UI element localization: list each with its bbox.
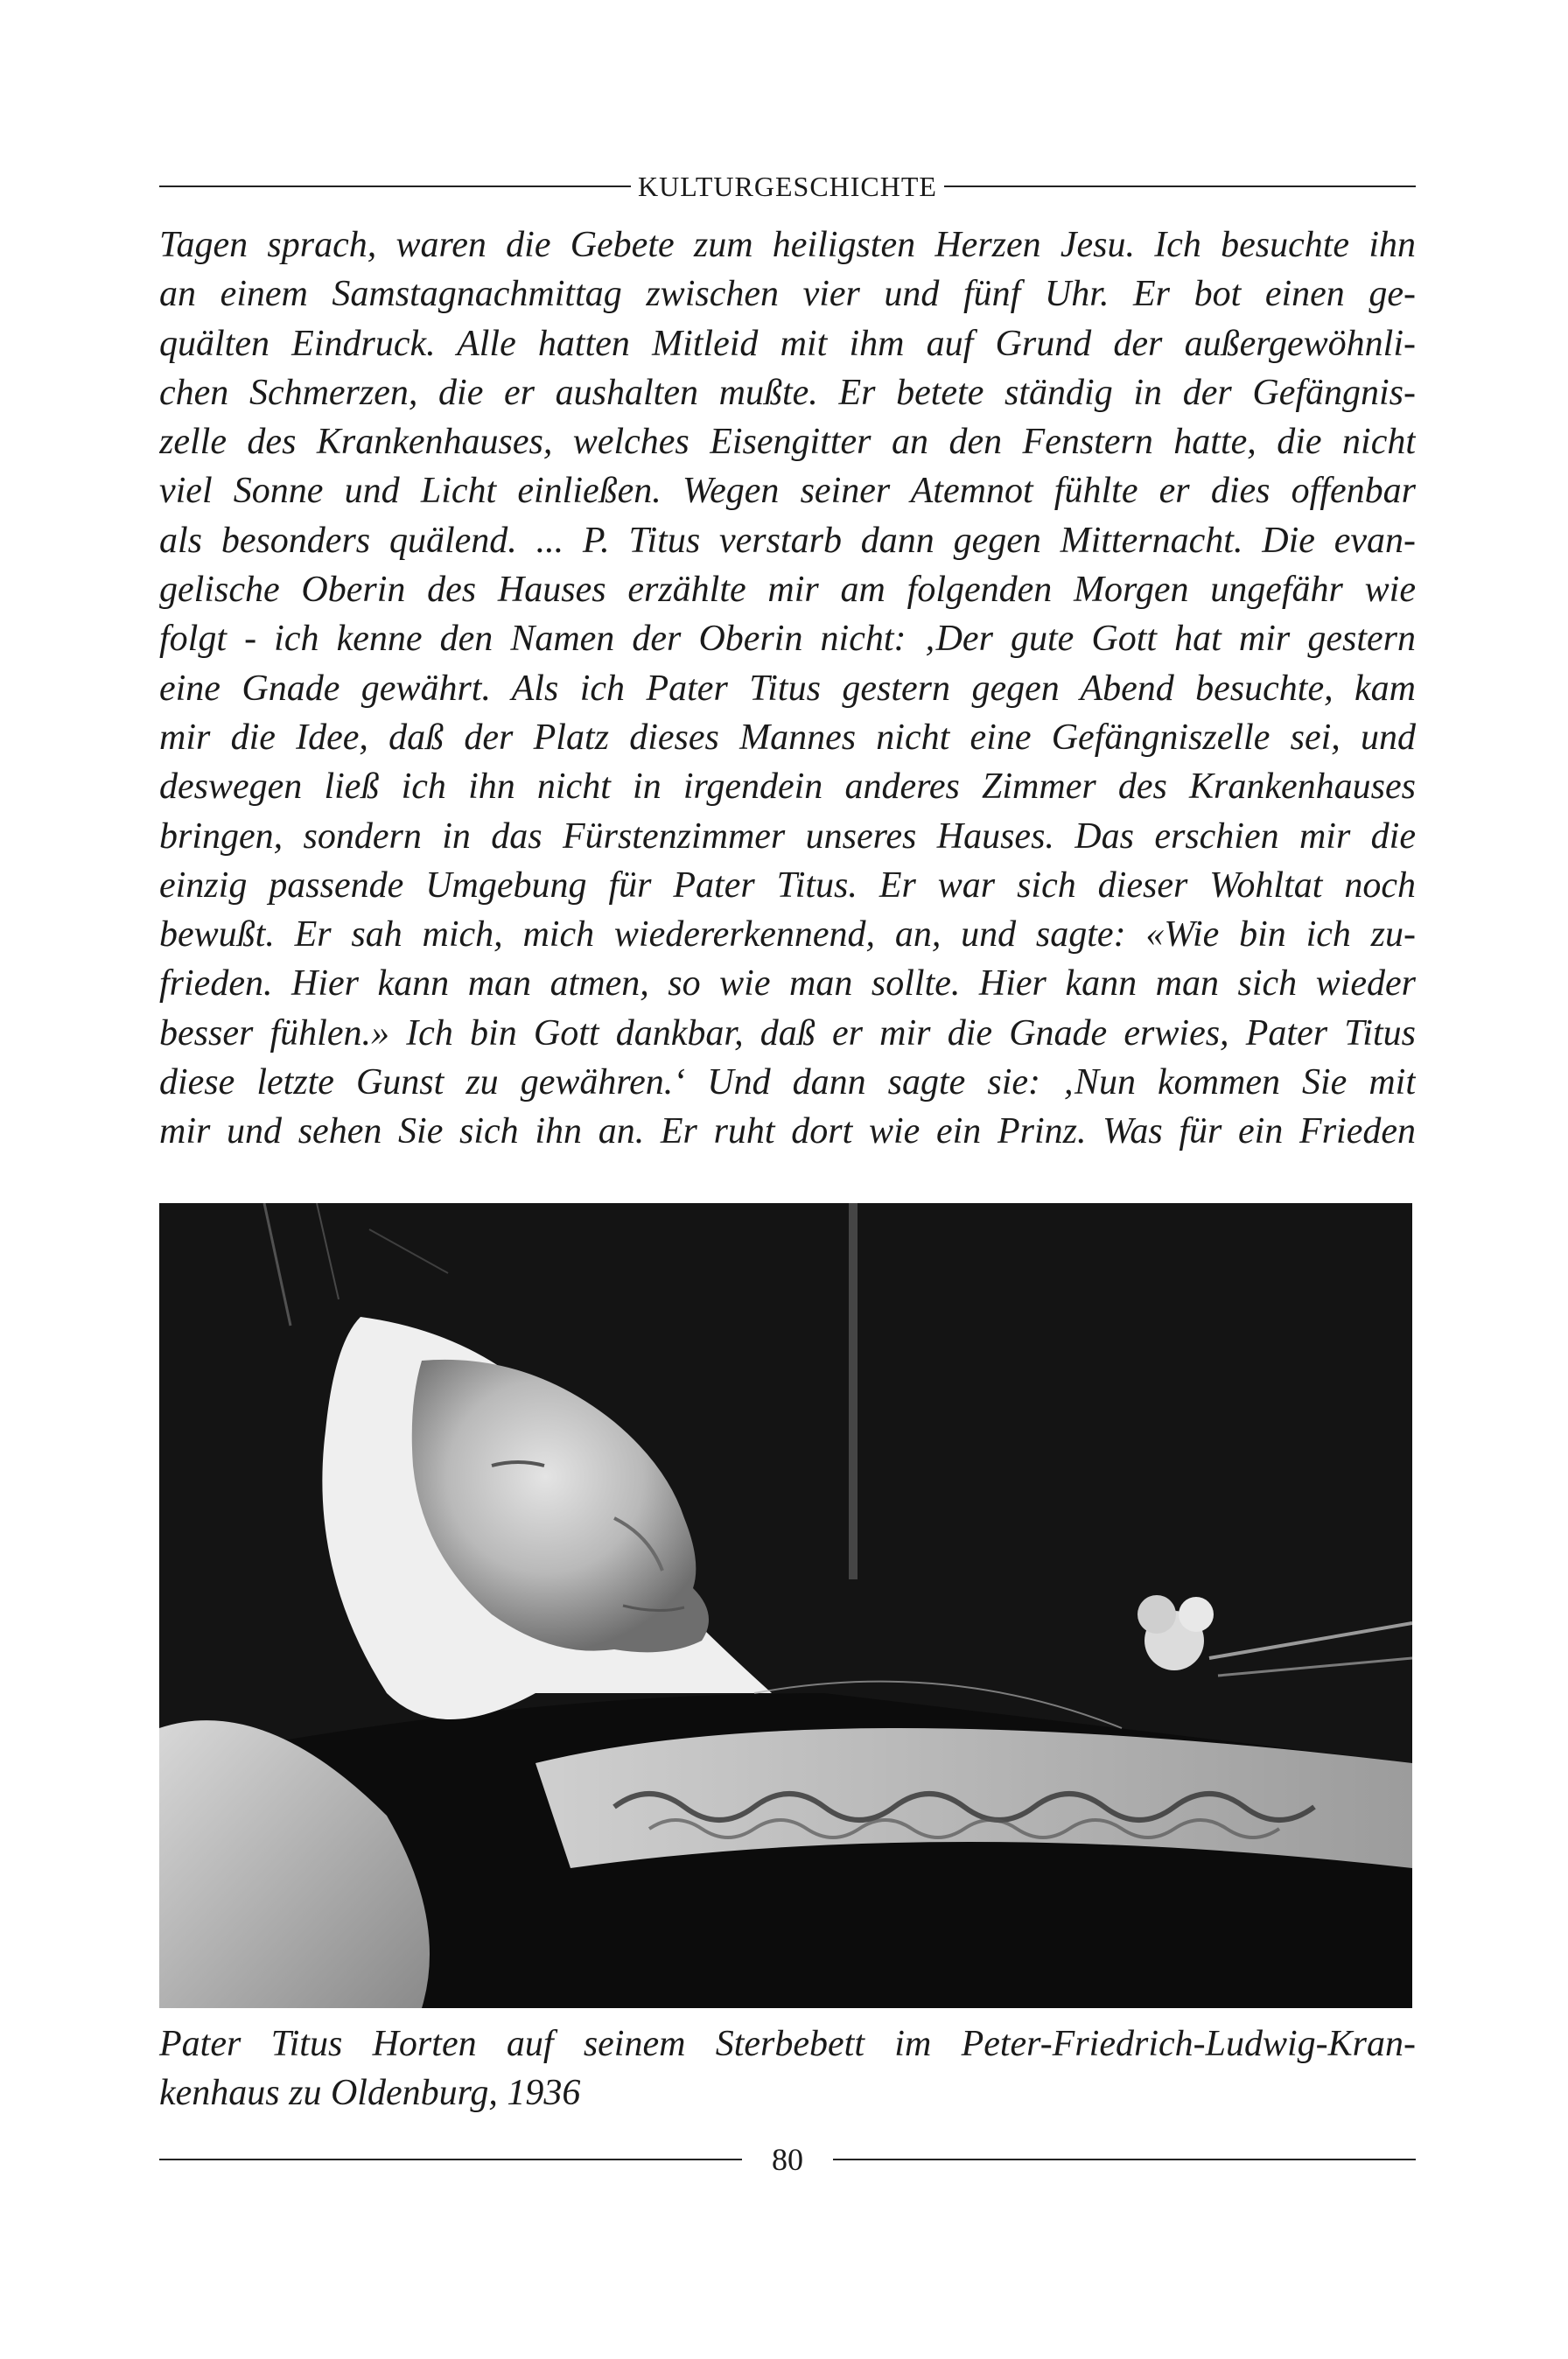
deathbed-photograph [159,1203,1412,2008]
header-rule-right [944,186,1416,187]
body-line: gelische Oberin des Hauses erzählte mir am folgenden Morgen ungefähr wie [159,570,1416,611]
body-line: bringen, sondern in das Fürstenzimmer unseres Hauses. Das erschien mir die [159,816,1416,857]
running-title: KULTURGESCHICHTE [638,170,937,202]
figure-caption [159,2020,1416,2118]
footer-rule-right [833,2159,1416,2160]
caption-line: Pater Titus Horten auf seinem Sterbebett im Peter-Friedrich-Ludwig-Kran- [159,2024,1416,2064]
body-line: einzig passende Umgebung für Pater Titus. Er war sich dieser Wohltat noch [159,864,1416,906]
header-rule-left [159,186,631,187]
body-line: diese letzte Gunst zu gewähren.‘ Und dann sagte sie: ‚Nun kommen Sie mit [159,1062,1416,1103]
body-line: mir die Idee, daß der Platz dieses Mannes nicht eine Gefängniszelle sei, und [159,717,1416,758]
body-line: folgt - ich kenne den Namen der Oberin nicht: ‚Der gute Gott hat mir gestern [159,619,1416,660]
body-line: bewußt. Er sah mich, mich wiedererkennend, an, und sagte: «Wie bin ich zu- [159,914,1416,956]
body-line: viel Sonne und Licht einließen. Wegen seiner Atemnot fühlte er dies offenbar [159,471,1416,512]
body-line: Tagen sprach, waren die Gebete zum heiligsten Herzen Jesu. Ich besuchte ihn [159,225,1416,265]
caption-line: kenhaus zu Oldenburg, 1936 [159,2073,581,2113]
page-number: 80 [772,2142,803,2177]
body-line: eine Gnade gewährt. Als ich Pater Titus gestern gegen Abend besuchte, kam [159,668,1416,709]
body-text [159,220,1416,1157]
page-footer [159,2135,1416,2184]
body-line: zelle des Krankenhauses, welches Eisengitter an den Fenstern hatte, die nicht [159,422,1416,463]
body-line: chen Schmerzen, die er aushalten mußte. Er betete ständig in der Gefängnis- [159,372,1416,413]
body-line: an einem Samstagnachmittag zwischen vier und fünf Uhr. Er bot einen ge- [159,274,1416,315]
body-line: als besonders quälend. ... P. Titus verstarb dann gegen Mitternacht. Die evan- [159,520,1416,561]
body-line: deswegen ließ ich ihn nicht in irgendein anderes Zimmer des Krankenhauses [159,766,1416,808]
body-line: mir und sehen Sie sich ihn an. Er ruht dort wie ein Prinz. Was für ein Frieden [159,1111,1416,1152]
body-line: quälten Eindruck. Alle hatten Mitleid mit ihm auf Grund der außergewöhnli- [159,323,1416,364]
body-line: frieden. Hier kann man atmen, so wie man sollte. Hier kann man sich wieder [159,963,1416,1004]
footer-rule-left [159,2159,742,2160]
photograph-illustration [159,1203,1412,2008]
body-line: besser fühlen.» Ich bin Gott dankbar, daß er mir die Gnade erwies, Pater Titus [159,1012,1416,1054]
running-header [159,164,1416,208]
